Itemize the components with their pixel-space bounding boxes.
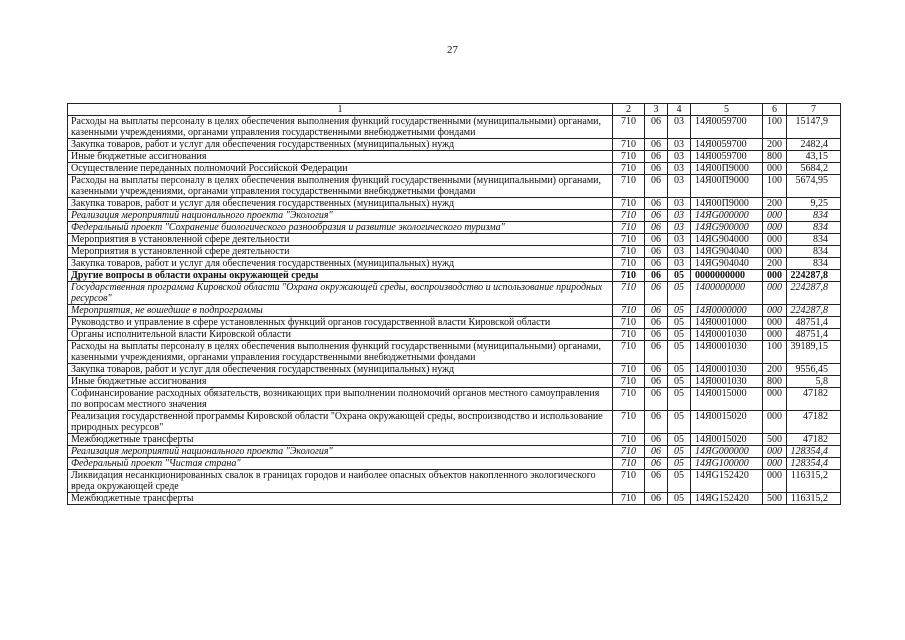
row-expense-type-cell: 200 (763, 258, 787, 270)
table-row (68, 493, 841, 505)
row-name-cell: Закупка товаров, работ и услуг для обеспечения государственных (муниципальных) нужд (68, 198, 613, 210)
row-name-cell: Реализация мероприятий национального проекта "Экология" (68, 210, 613, 222)
row-subsection-cell: 03 (668, 175, 691, 198)
row-expense-type-cell: 000 (763, 210, 787, 222)
row-gr-cell: 710 (613, 210, 645, 222)
row-section-cell: 06 (645, 282, 668, 305)
row-expense-type-cell: 100 (763, 175, 787, 198)
row-amount-cell: 15147,9 (787, 116, 841, 139)
row-expense-type-cell: 800 (763, 151, 787, 163)
row-name-cell: Осуществление переданных полномочий Российской Федерации (68, 163, 613, 175)
row-gr-cell: 710 (613, 317, 645, 329)
row-target-code-cell: 14ЯG904040 (691, 258, 763, 270)
row-section-cell: 06 (645, 305, 668, 317)
table-row (68, 446, 841, 458)
row-target-code-cell: 14Я00П9000 (691, 198, 763, 210)
row-expense-type-cell: 000 (763, 246, 787, 258)
row-target-code-cell: 14Я0015000 (691, 388, 763, 411)
row-target-code-cell: 14Я0001030 (691, 376, 763, 388)
table-row (68, 411, 841, 434)
row-target-code-cell: 14Я0001030 (691, 341, 763, 364)
row-section-cell: 06 (645, 376, 668, 388)
row-section-cell: 06 (645, 139, 668, 151)
row-amount-cell: 47182 (787, 411, 841, 434)
row-gr-cell: 710 (613, 305, 645, 317)
row-expense-type-cell: 100 (763, 341, 787, 364)
row-section-cell: 06 (645, 198, 668, 210)
row-subsection-cell: 05 (668, 364, 691, 376)
header-cell: 2 (613, 104, 645, 116)
row-amount-cell: 834 (787, 234, 841, 246)
row-amount-cell: 47182 (787, 434, 841, 446)
row-section-cell: 06 (645, 116, 668, 139)
row-amount-cell: 48751,4 (787, 329, 841, 341)
row-amount-cell: 5,8 (787, 376, 841, 388)
row-expense-type-cell: 000 (763, 317, 787, 329)
row-subsection-cell: 05 (668, 305, 691, 317)
table-row (68, 175, 841, 198)
row-amount-cell: 39189,15 (787, 341, 841, 364)
row-amount-cell: 834 (787, 246, 841, 258)
row-name-cell: Расходы на выплаты персоналу в целях обеспечения выполнения функций государственными (муниципальными) органами, казенными учреждениями, органами управления государственными внебюджетными фондами (68, 341, 613, 364)
row-expense-type-cell: 000 (763, 470, 787, 493)
row-section-cell: 06 (645, 317, 668, 329)
row-amount-cell: 5684,2 (787, 163, 841, 175)
row-target-code-cell: 14Я0015020 (691, 434, 763, 446)
row-gr-cell: 710 (613, 222, 645, 234)
row-subsection-cell: 03 (668, 198, 691, 210)
row-gr-cell: 710 (613, 470, 645, 493)
row-name-cell: Мероприятия в установленной сфере деятельности (68, 234, 613, 246)
row-gr-cell: 710 (613, 198, 645, 210)
row-amount-cell: 224287,8 (787, 270, 841, 282)
row-target-code-cell: 14Я0059700 (691, 139, 763, 151)
row-section-cell: 06 (645, 234, 668, 246)
row-section-cell: 06 (645, 458, 668, 470)
row-subsection-cell: 05 (668, 388, 691, 411)
row-expense-type-cell: 500 (763, 493, 787, 505)
row-subsection-cell: 03 (668, 151, 691, 163)
row-section-cell: 06 (645, 151, 668, 163)
row-gr-cell: 710 (613, 270, 645, 282)
header-cell: 3 (645, 104, 668, 116)
row-expense-type-cell: 200 (763, 198, 787, 210)
row-section-cell: 06 (645, 411, 668, 434)
table-row (68, 470, 841, 493)
table-row (68, 458, 841, 470)
row-gr-cell: 710 (613, 151, 645, 163)
table-row (68, 282, 841, 305)
row-subsection-cell: 05 (668, 270, 691, 282)
row-expense-type-cell: 000 (763, 411, 787, 434)
row-gr-cell: 710 (613, 175, 645, 198)
row-gr-cell: 710 (613, 116, 645, 139)
row-target-code-cell: 14Я00П9000 (691, 175, 763, 198)
row-subsection-cell: 05 (668, 317, 691, 329)
row-name-cell: Закупка товаров, работ и услуг для обеспечения государственных (муниципальных) нужд (68, 258, 613, 270)
row-target-code-cell: 14Я0001000 (691, 317, 763, 329)
row-gr-cell: 710 (613, 282, 645, 305)
row-amount-cell: 48751,4 (787, 317, 841, 329)
row-amount-cell: 224287,8 (787, 305, 841, 317)
row-section-cell: 06 (645, 446, 668, 458)
row-subsection-cell: 05 (668, 446, 691, 458)
row-expense-type-cell: 500 (763, 434, 787, 446)
budget-table (67, 103, 841, 505)
table-row (68, 234, 841, 246)
row-gr-cell: 710 (613, 329, 645, 341)
row-target-code-cell: 14Я0059700 (691, 116, 763, 139)
row-amount-cell: 2482,4 (787, 139, 841, 151)
row-subsection-cell: 03 (668, 139, 691, 151)
row-amount-cell: 5674,95 (787, 175, 841, 198)
table-row (68, 270, 841, 282)
row-subsection-cell: 05 (668, 376, 691, 388)
row-section-cell: 06 (645, 388, 668, 411)
row-expense-type-cell: 000 (763, 163, 787, 175)
row-amount-cell: 834 (787, 222, 841, 234)
row-name-cell: Ликвидация несанкционированных свалок в границах городов и наиболее опасных объектов накопленного экологического вреда окружающей среде (68, 470, 613, 493)
row-target-code-cell: 14Я0059700 (691, 151, 763, 163)
row-name-cell: Мероприятия, не вошедшие в подпрограммы (68, 305, 613, 317)
row-amount-cell: 43,15 (787, 151, 841, 163)
row-amount-cell: 128354,4 (787, 446, 841, 458)
row-target-code-cell: 14ЯG000000 (691, 210, 763, 222)
row-target-code-cell: 0000000000 (691, 270, 763, 282)
row-name-cell: Федеральный проект "Сохранение биологического разнообразия и развитие экологического туризма" (68, 222, 613, 234)
table-row (68, 198, 841, 210)
table-row (68, 305, 841, 317)
table-row (68, 341, 841, 364)
row-target-code-cell: 14Я0000000 (691, 305, 763, 317)
row-gr-cell: 710 (613, 458, 645, 470)
row-target-code-cell: 14Я0001030 (691, 364, 763, 376)
row-name-cell: Закупка товаров, работ и услуг для обеспечения государственных (муниципальных) нужд (68, 139, 613, 151)
row-expense-type-cell: 000 (763, 270, 787, 282)
row-name-cell: Расходы на выплаты персоналу в целях обеспечения выполнения функций государственными (муниципальными) органами, казенными учреждениями, органами управления государственными внебюджетными фондами (68, 116, 613, 139)
row-expense-type-cell: 000 (763, 446, 787, 458)
row-name-cell: Руководство и управление в сфере установленных функций органов государственной власти Кировской области (68, 317, 613, 329)
row-name-cell: Межбюджетные трансферты (68, 434, 613, 446)
table-row (68, 151, 841, 163)
row-subsection-cell: 03 (668, 246, 691, 258)
row-amount-cell: 9556,45 (787, 364, 841, 376)
row-section-cell: 06 (645, 246, 668, 258)
row-section-cell: 06 (645, 210, 668, 222)
table-row (68, 139, 841, 151)
row-target-code-cell: 14Я0001030 (691, 329, 763, 341)
row-amount-cell: 834 (787, 258, 841, 270)
table-row (68, 163, 841, 175)
row-expense-type-cell: 000 (763, 234, 787, 246)
header-cell: 6 (763, 104, 787, 116)
row-expense-type-cell: 100 (763, 116, 787, 139)
row-section-cell: 06 (645, 493, 668, 505)
row-amount-cell: 834 (787, 210, 841, 222)
row-name-cell: Иные бюджетные ассигнования (68, 151, 613, 163)
table-row (68, 329, 841, 341)
row-name-cell: Другие вопросы в области охраны окружающей среды (68, 270, 613, 282)
row-name-cell: Реализация мероприятий национального проекта "Экология" (68, 446, 613, 458)
table-row (68, 116, 841, 139)
row-target-code-cell: 14Я0015020 (691, 411, 763, 434)
row-expense-type-cell: 000 (763, 458, 787, 470)
row-expense-type-cell: 000 (763, 388, 787, 411)
table-row (68, 246, 841, 258)
row-name-cell: Межбюджетные трансферты (68, 493, 613, 505)
row-target-code-cell: 14ЯG152420 (691, 470, 763, 493)
row-name-cell: Расходы на выплаты персоналу в целях обеспечения выполнения функций государственными (муниципальными) органами, казенными учреждениями, органами управления государственными внебюджетными фондами (68, 175, 613, 198)
row-target-code-cell: 14ЯG000000 (691, 446, 763, 458)
table-row (68, 376, 841, 388)
row-section-cell: 06 (645, 434, 668, 446)
header-cell: 7 (787, 104, 841, 116)
header-row (68, 104, 841, 116)
row-gr-cell: 710 (613, 163, 645, 175)
row-section-cell: 06 (645, 258, 668, 270)
row-gr-cell: 710 (613, 139, 645, 151)
row-subsection-cell: 03 (668, 210, 691, 222)
row-gr-cell: 710 (613, 364, 645, 376)
row-gr-cell: 710 (613, 258, 645, 270)
row-target-code-cell: 14ЯG152420 (691, 493, 763, 505)
row-target-code-cell: 14ЯG904040 (691, 246, 763, 258)
row-gr-cell: 710 (613, 246, 645, 258)
row-expense-type-cell: 000 (763, 329, 787, 341)
row-subsection-cell: 05 (668, 434, 691, 446)
table-row (68, 434, 841, 446)
row-expense-type-cell: 000 (763, 282, 787, 305)
header-cell: 4 (668, 104, 691, 116)
row-subsection-cell: 03 (668, 258, 691, 270)
row-name-cell: Мероприятия в установленной сфере деятельности (68, 246, 613, 258)
row-section-cell: 06 (645, 364, 668, 376)
row-section-cell: 06 (645, 470, 668, 493)
row-gr-cell: 710 (613, 388, 645, 411)
row-expense-type-cell: 200 (763, 364, 787, 376)
row-section-cell: 06 (645, 175, 668, 198)
row-name-cell: Закупка товаров, работ и услуг для обеспечения государственных (муниципальных) нужд (68, 364, 613, 376)
row-name-cell: Органы исполнительной власти Кировской области (68, 329, 613, 341)
row-subsection-cell: 05 (668, 411, 691, 434)
page-number: 27 (447, 44, 458, 56)
row-subsection-cell: 03 (668, 222, 691, 234)
row-gr-cell: 710 (613, 234, 645, 246)
table-row (68, 364, 841, 376)
row-subsection-cell: 05 (668, 329, 691, 341)
row-section-cell: 06 (645, 329, 668, 341)
row-gr-cell: 710 (613, 434, 645, 446)
table-row (68, 388, 841, 411)
row-gr-cell: 710 (613, 493, 645, 505)
row-gr-cell: 710 (613, 376, 645, 388)
header-cell: 5 (691, 104, 763, 116)
row-amount-cell: 9,25 (787, 198, 841, 210)
row-section-cell: 06 (645, 341, 668, 364)
row-name-cell: Иные бюджетные ассигнования (68, 376, 613, 388)
row-subsection-cell: 05 (668, 470, 691, 493)
row-target-code-cell: 1400000000 (691, 282, 763, 305)
row-subsection-cell: 05 (668, 282, 691, 305)
row-name-cell: Федеральный проект "Чистая страна" (68, 458, 613, 470)
row-expense-type-cell: 000 (763, 305, 787, 317)
row-target-code-cell: 14ЯG100000 (691, 458, 763, 470)
row-amount-cell: 116315,2 (787, 470, 841, 493)
table-row (68, 258, 841, 270)
table-row (68, 222, 841, 234)
row-gr-cell: 710 (613, 411, 645, 434)
table-row (68, 210, 841, 222)
row-subsection-cell: 05 (668, 341, 691, 364)
row-target-code-cell: 14Я00П9000 (691, 163, 763, 175)
row-amount-cell: 224287,8 (787, 282, 841, 305)
row-expense-type-cell: 000 (763, 222, 787, 234)
row-name-cell: Реализация государственной программы Кировской области "Охрана окружающей среды, воспроизводство и использование природных ресурсов" (68, 411, 613, 434)
row-amount-cell: 128354,4 (787, 458, 841, 470)
header-cell: 1 (68, 104, 613, 116)
row-amount-cell: 116315,2 (787, 493, 841, 505)
table-row (68, 317, 841, 329)
row-subsection-cell: 03 (668, 163, 691, 175)
row-gr-cell: 710 (613, 446, 645, 458)
row-amount-cell: 47182 (787, 388, 841, 411)
row-target-code-cell: 14ЯG900000 (691, 222, 763, 234)
row-target-code-cell: 14ЯG904000 (691, 234, 763, 246)
row-name-cell: Государственная программа Кировской области "Охрана окружающей среды, воспроизводство и использование природных ресурсов" (68, 282, 613, 305)
row-subsection-cell: 05 (668, 493, 691, 505)
row-section-cell: 06 (645, 222, 668, 234)
row-expense-type-cell: 800 (763, 376, 787, 388)
row-section-cell: 06 (645, 163, 668, 175)
row-gr-cell: 710 (613, 341, 645, 364)
row-subsection-cell: 03 (668, 234, 691, 246)
row-subsection-cell: 03 (668, 116, 691, 139)
row-name-cell: Софинансирование расходных обязательств, возникающих при выполнении полномочий органов местного самоуправления по вопросам местного значения (68, 388, 613, 411)
row-section-cell: 06 (645, 270, 668, 282)
row-expense-type-cell: 200 (763, 139, 787, 151)
row-subsection-cell: 05 (668, 458, 691, 470)
